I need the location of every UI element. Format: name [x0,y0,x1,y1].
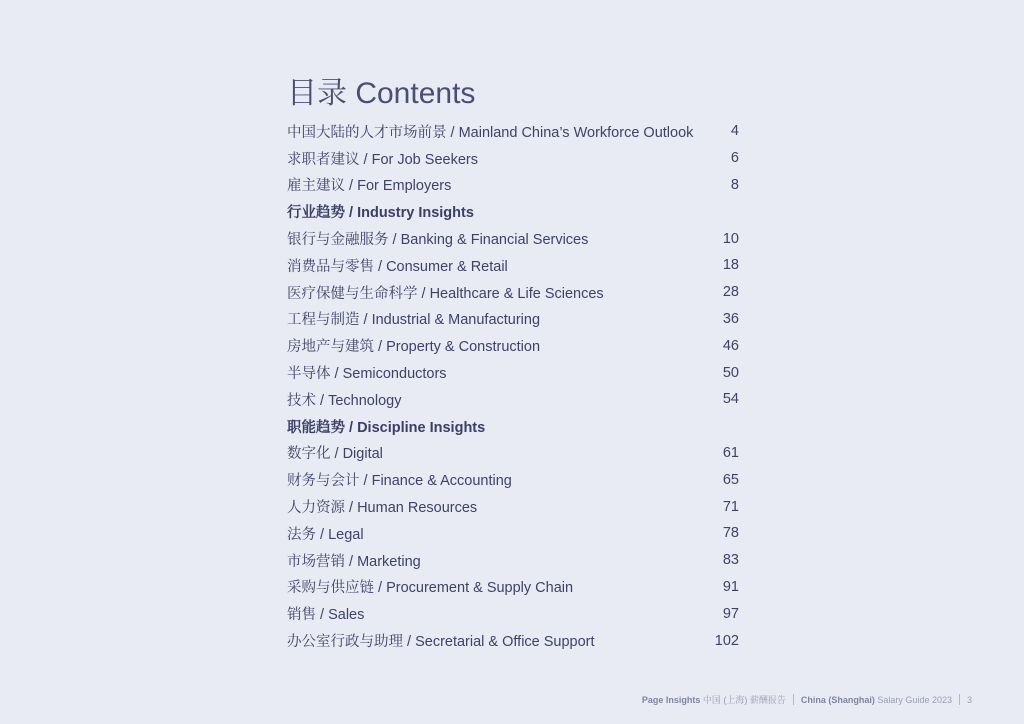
toc-entry-label: 技术 / Technology [287,392,402,409]
toc-entry[interactable] [287,359,739,386]
toc-entry-label: 销售 / Sales [287,607,365,624]
toc-entry[interactable] [287,440,739,467]
footer-brand: Page Insights [641,694,701,705]
footer-divider [959,694,960,705]
footer-divider [793,694,794,705]
footer-report-cn: 中国 (上海) 薪酬报告 [702,695,786,705]
toc-entry-page: 46 [722,337,739,354]
footer-report-en-bold: China (Shanghai) [800,694,875,705]
toc-entry-label: 人力资源 / Human Resources [287,500,478,517]
toc-entry[interactable] [287,332,739,359]
toc-entry-page: 28 [722,284,739,301]
toc-entry[interactable] [287,172,739,199]
toc-entry-page: 83 [722,552,739,569]
toc-entry-page: 8 [730,176,739,193]
toc-entry-label: 医疗保健与生命科学 / Healthcare & Life Sciences [287,285,604,302]
toc-entry-page: 65 [722,471,739,488]
toc-section-heading [287,413,739,440]
toc-entry[interactable] [287,118,739,145]
toc-entry[interactable] [287,386,739,413]
toc-entry[interactable] [287,306,739,333]
toc-entry-label: 雇主建议 / For Employers [287,178,452,195]
toc-entry-label: 法务 / Legal [287,526,364,543]
toc-entry[interactable] [287,547,739,574]
table-of-contents [287,118,739,654]
toc-entry-label: 银行与金融服务 / Banking & Financial Services [287,232,589,249]
toc-entry-label: 中国大陆的人才市场前景 / Mainland China’s Workforce Outlook [287,124,694,141]
footer-report-en: Salary Guide 2023 [877,694,952,705]
toc-entry-page: 71 [722,498,739,515]
toc-entry-label: 采购与供应链 / Procurement & Supply Chain [287,580,574,597]
toc-entry-page: 78 [722,525,739,542]
toc-entry-label: 数字化 / Digital [287,446,383,463]
toc-entry-label: 半导体 / Semiconductors [287,366,447,383]
toc-entry[interactable] [287,252,739,279]
toc-section-heading [287,198,739,225]
page-title: 目录 Contents [287,77,476,110]
toc-entry-page: 10 [722,230,739,247]
page-footer [642,693,972,706]
toc-entry-page: 61 [722,444,739,461]
toc-entry-label: 消费品与零售 / Consumer & Retail [287,258,508,275]
toc-entry-label: 职能趋势 / Discipline Insights [287,419,486,436]
toc-entry[interactable] [287,279,739,306]
toc-entry[interactable] [287,145,739,172]
toc-entry-page: 18 [722,257,739,274]
toc-entry[interactable] [287,493,739,520]
toc-entry[interactable] [287,466,739,493]
toc-entry-label: 工程与制造 / Industrial & Manufacturing [287,312,541,329]
toc-entry-page: 91 [722,578,739,595]
toc-entry[interactable] [287,600,739,627]
toc-entry-page: 54 [722,391,739,408]
toc-entry[interactable] [287,627,739,654]
toc-entry-page: 6 [730,150,739,167]
toc-entry-page: 36 [722,310,739,327]
toc-entry-page: 102 [714,632,739,649]
toc-entry-page: 50 [722,364,739,381]
toc-entry-page: 4 [730,123,739,140]
toc-entry-label: 财务与会计 / Finance & Accounting [287,473,512,490]
toc-entry-label: 求职者建议 / For Job Seekers [287,151,478,168]
footer-page-number: 3 [966,694,972,705]
toc-entry[interactable] [287,520,739,547]
toc-entry-page: 97 [722,605,739,622]
toc-entry-label: 房地产与建筑 / Property & Construction [287,339,541,356]
toc-entry-label: 行业趋势 / Industry Insights [287,205,474,222]
toc-entry-label: 办公室行政与助理 / Secretarial & Office Support [287,634,595,651]
toc-entry[interactable] [287,225,739,252]
toc-entry-label: 市场营销 / Marketing [287,553,421,570]
toc-entry[interactable] [287,574,739,601]
